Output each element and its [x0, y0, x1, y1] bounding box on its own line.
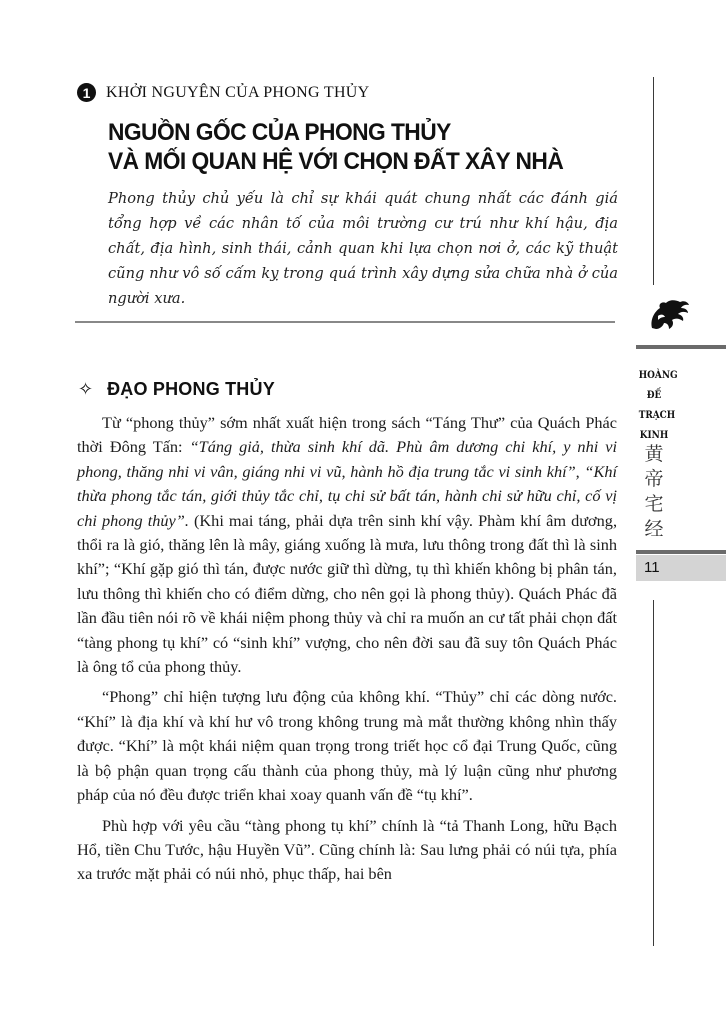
- sidebar-rule-bottom: [636, 550, 726, 554]
- book-title-line: TRẠCH: [638, 409, 676, 421]
- section-heading: [77, 83, 370, 102]
- book-title-line: HOÀNG: [638, 369, 678, 381]
- four-point-star-icon: ✧: [78, 379, 94, 400]
- paragraph-2: “Phong” chỉ hiện tượng lưu động của không khí. “Thủy” chỉ các dòng nước. “Khí” là địa khí và khí hư vô trong không trung mà mắt thường không nhìn thấy được. “Khí” là một khái niệm quan trọng trong triết học cổ đại Trung Quốc, cũng là bộ phận quan trọng cấu thành của phong thủy, mà lý luận cũng như phương pháp của nó đều được triển khai xoay quanh vấn đề “tụ khí”.: [77, 687, 617, 805]
- chinese-char: 宅: [644, 493, 664, 515]
- subsection-title: ĐẠO PHONG THỦY: [107, 379, 275, 399]
- sidebar-rule-top: [636, 345, 726, 349]
- paragraph-1-explanation: (Khi mai táng, phải dựa trên sinh khí vậy. Phàm khí âm dương, thổi ra là gió, thăng lên là mây, giáng xuống là mưa, lưu thông trong đất thì là sinh khí”; “Khí gặp gió thì tán, được nước giữ thì dừng, tụ thì khiến không bị phân tán, lưu thông thì khiến cho có điểm dừng, cho nên gọi là phong thủy). Quách Phác đã lần đầu tiên nói rõ về khái niệm phong thủy và chỉ ra muốn an cư tất phải chọn đất “tàng phong tụ khí” có “sinh khí” vượng, cho nên đời sau đã suy tôn Quách Phác là ông tổ của phong thủy.: [77, 510, 618, 677]
- chapter-title-line-2: VÀ MỐI QUAN HỆ VỚI CHỌN ĐẤT XÂY NHÀ: [108, 148, 564, 175]
- chinese-char: 经: [644, 518, 664, 540]
- section-label: KHỞI NGUYÊN CỦA PHONG THỦY: [106, 83, 370, 101]
- body-text: [77, 411, 617, 893]
- margin-vertical-line-top: [653, 77, 654, 285]
- margin-vertical-line-bottom: [653, 600, 654, 946]
- book-title-line: KINH: [639, 429, 669, 441]
- horizontal-divider: [75, 321, 615, 323]
- dragon-emblem-icon: [648, 298, 690, 332]
- book-title: [638, 365, 678, 445]
- book-title-line: ĐẾ: [646, 389, 662, 401]
- section-number-badge: 1: [77, 83, 96, 102]
- page-number: 11: [644, 559, 660, 576]
- page-number-tab: [636, 555, 726, 581]
- subsection-heading: [78, 379, 275, 400]
- intro-paragraph: Phong thủy chủ yếu là chỉ sự khái quát chung nhất các đánh giá tổng hợp về các nhân tố của môi trường cư trú như khí hậu, địa chất, địa hình, sinh thái, cảnh quan khi lựa chọn nơi ở, các kỹ thuật cũng như vô số cấm kỵ trong quá trình xây dựng sửa chữa nhà ở của người xưa.: [108, 190, 618, 307]
- paragraph-1-quote: “Táng giả, thừa sinh khí dã. Phù âm dương chi khí, y nhi vi phong, thăng nhi vi vân, giáng nhi vi vũ, hành hồ địa trung tắc vi sinh khí”, “Khí thừa phong tắc tán, giới thủy tắc chỉ, tụ chi sử bất tán, hành chi sử hữu chỉ, cố vị chi phong thủy”.: [77, 437, 618, 530]
- chinese-char: 帝: [644, 468, 664, 490]
- paragraph-3: Phù hợp với yêu cầu “tàng phong tụ khí” chính là “tả Thanh Long, hữu Bạch Hổ, tiền Chu Tước, hậu Huyền Vũ”. Cũng chính là: Sau lưng phải có núi tựa, phía xa trước mặt phải có núi nhỏ, phục thấp, hai bên: [77, 815, 617, 884]
- chapter-title: [108, 118, 563, 176]
- book-title-chinese: [642, 442, 666, 542]
- chapter-title-line-1: NGUỒN GỐC CỦA PHONG THỦY: [108, 119, 451, 146]
- paragraph-1-intro: Từ “phong thủy” sớm nhất xuất hiện trong sách “Táng Thư” của Quách Phác thời Đông Tấn:: [77, 413, 617, 457]
- paragraph-1: [77, 411, 617, 679]
- chinese-char: 黄: [644, 443, 664, 465]
